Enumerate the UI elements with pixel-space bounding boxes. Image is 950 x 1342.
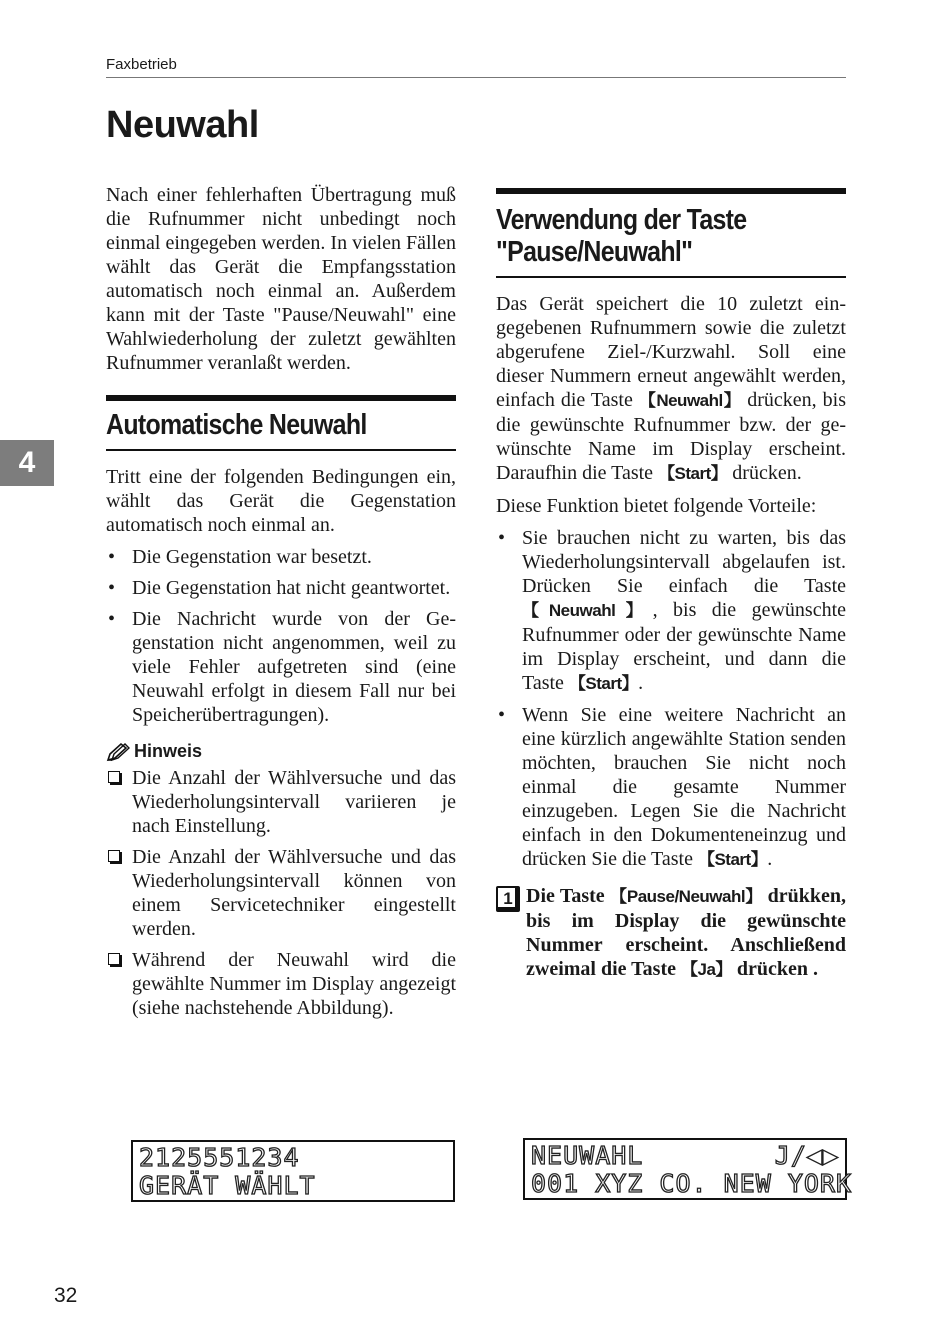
step-number: 1: [496, 886, 520, 912]
hint-heading: [106, 741, 456, 762]
automatic-redial-intro: Tritt eine der folgenden Bedingungen ein, wählt das Gerät die Gegenstation automatisch noch einmal an.: [106, 466, 456, 536]
key-start: 【Start】: [658, 464, 728, 483]
right-column: [496, 188, 846, 982]
checkbox-icon: [108, 771, 120, 783]
key-neuwahl: 【Neuwahl】: [522, 601, 653, 620]
advantages-list: [496, 526, 846, 872]
display-line: NEUWAHL J/◀▶: [531, 1141, 839, 1170]
chapter-tab: 4: [0, 440, 54, 486]
list-item: • Die Gegenstation war besetzt.: [108, 546, 372, 568]
bullet-icon: •: [108, 546, 116, 568]
display-line: 001 XYZ CO. NEW YORK: [531, 1169, 853, 1198]
checkbox-icon: [108, 850, 120, 862]
section-heading-automatic-redial: Automatische Neuwahl: [106, 409, 367, 441]
step-1: [496, 884, 846, 982]
section-heading-pause-redial: Verwendung der Taste "Pause/Neuwahl": [496, 204, 747, 268]
display-line: 2125551234: [139, 1143, 300, 1172]
step-instruction: Die Taste 【Pause/Neuwahl】 drükken, bis im Display die gewünschte Nummer erscheint. Anschließend zweimal die Taste 【Ja】 drücken .: [526, 885, 846, 980]
automatic-redial-heading-block: [106, 395, 456, 451]
display-line: GERÄT WÄHLT: [139, 1171, 316, 1200]
bullet-icon: •: [498, 704, 506, 726]
page-title: Neuwahl: [106, 104, 259, 146]
bullet-icon: •: [498, 527, 506, 549]
key-start: 【Start】: [697, 850, 768, 869]
list-item: Die Anzahl der Wählversuche und das Wiederholungsintervall variieren je nach Einstellung.: [106, 766, 456, 838]
pause-redial-paragraph: Das Gerät speichert die 10 zuletzt eingegebenen Rufnummern sowie die zuletzt abgerufene Ziel-/Kurzwahl. Soll eine dieser Nummern erneut angewählt werden, einfach die Taste 【Neuwahl】 drücken, bis die gewünschte Rufnummer bzw. der gewünschte Name im Display erscheint. Daraufhin die Taste 【Start】 drücken.: [496, 293, 846, 484]
list-item: Die Anzahl der Wählversuche und das Wiederholungsintervall können von einem Servicetechniker eingestellt werden.: [106, 845, 456, 941]
list-item: • Sie brauchen nicht zu warten, bis das Wiederholungsintervall abgelaufen ist. Drücken Sie einfach die Taste 【Neuwahl】, bis die gewünschte Rufnummer oder der gewünschte Name im Display erscheint, und dann die Taste 【Start】.: [498, 527, 847, 694]
list-item: Während der Neuwahl wird die gewählte Nummer im Display angezeigt (siehe nachstehende Abbildung).: [106, 948, 456, 1020]
checkbox-icon: [108, 953, 120, 965]
left-column: [106, 183, 456, 1027]
key-ja: 【Ja】: [681, 960, 732, 979]
running-header: Faxbetrieb: [106, 56, 846, 78]
condition-list: [106, 545, 456, 727]
list-item: • Die Gegenstation hat nicht geantwortet.: [108, 577, 451, 599]
hint-label: Hinweis: [134, 741, 203, 761]
page-number: 32: [54, 1284, 78, 1307]
list-item: • Die Nachricht wurde von der Gegenstation nicht angenommen, weil zu viele Fehler aufgetreten sind (eine Neuwahl erfolgt in diesem Fall nur bei Speicherübertragungen).: [108, 608, 456, 726]
key-start: 【Start】: [568, 674, 639, 693]
list-item: • Wenn Sie eine weitere Nachricht an eine kürzlich angewählte Station senden möchten, brauchen Sie nicht noch einmal die gesamte Nummer einzugeben. Legen Sie die Nachricht einfach in den Dokumenteneinzug und drücken Sie die Taste 【Start】.: [498, 704, 846, 870]
advantages-intro: Diese Funktion bietet folgende Vorteile:: [496, 495, 817, 517]
bullet-icon: •: [108, 577, 116, 599]
hint-list: [106, 766, 456, 1020]
bullet-icon: •: [108, 608, 116, 630]
key-neuwahl: 【Neuwahl】: [638, 391, 742, 410]
pause-redial-heading-block: [496, 188, 846, 278]
display-redial: [523, 1138, 853, 1200]
display-dialing: [131, 1140, 455, 1202]
pencil-icon: [106, 742, 130, 762]
key-pause-neuwahl: 【Pause/Neuwahl】: [610, 887, 763, 906]
intro-paragraph: Nach einer fehlerhaften Übertragung muß die Rufnummer nicht unbedingt noch einmal eingegeben werden. In vielen Fällen wählt das Gerät die Empfangsstation automatisch noch einmal an. Außerdem kann mit der Taste "Pause/Neuwahl" eine Wahlwiederholung der zuletzt gewählten Rufnummer veranlaßt werden.: [106, 184, 456, 374]
